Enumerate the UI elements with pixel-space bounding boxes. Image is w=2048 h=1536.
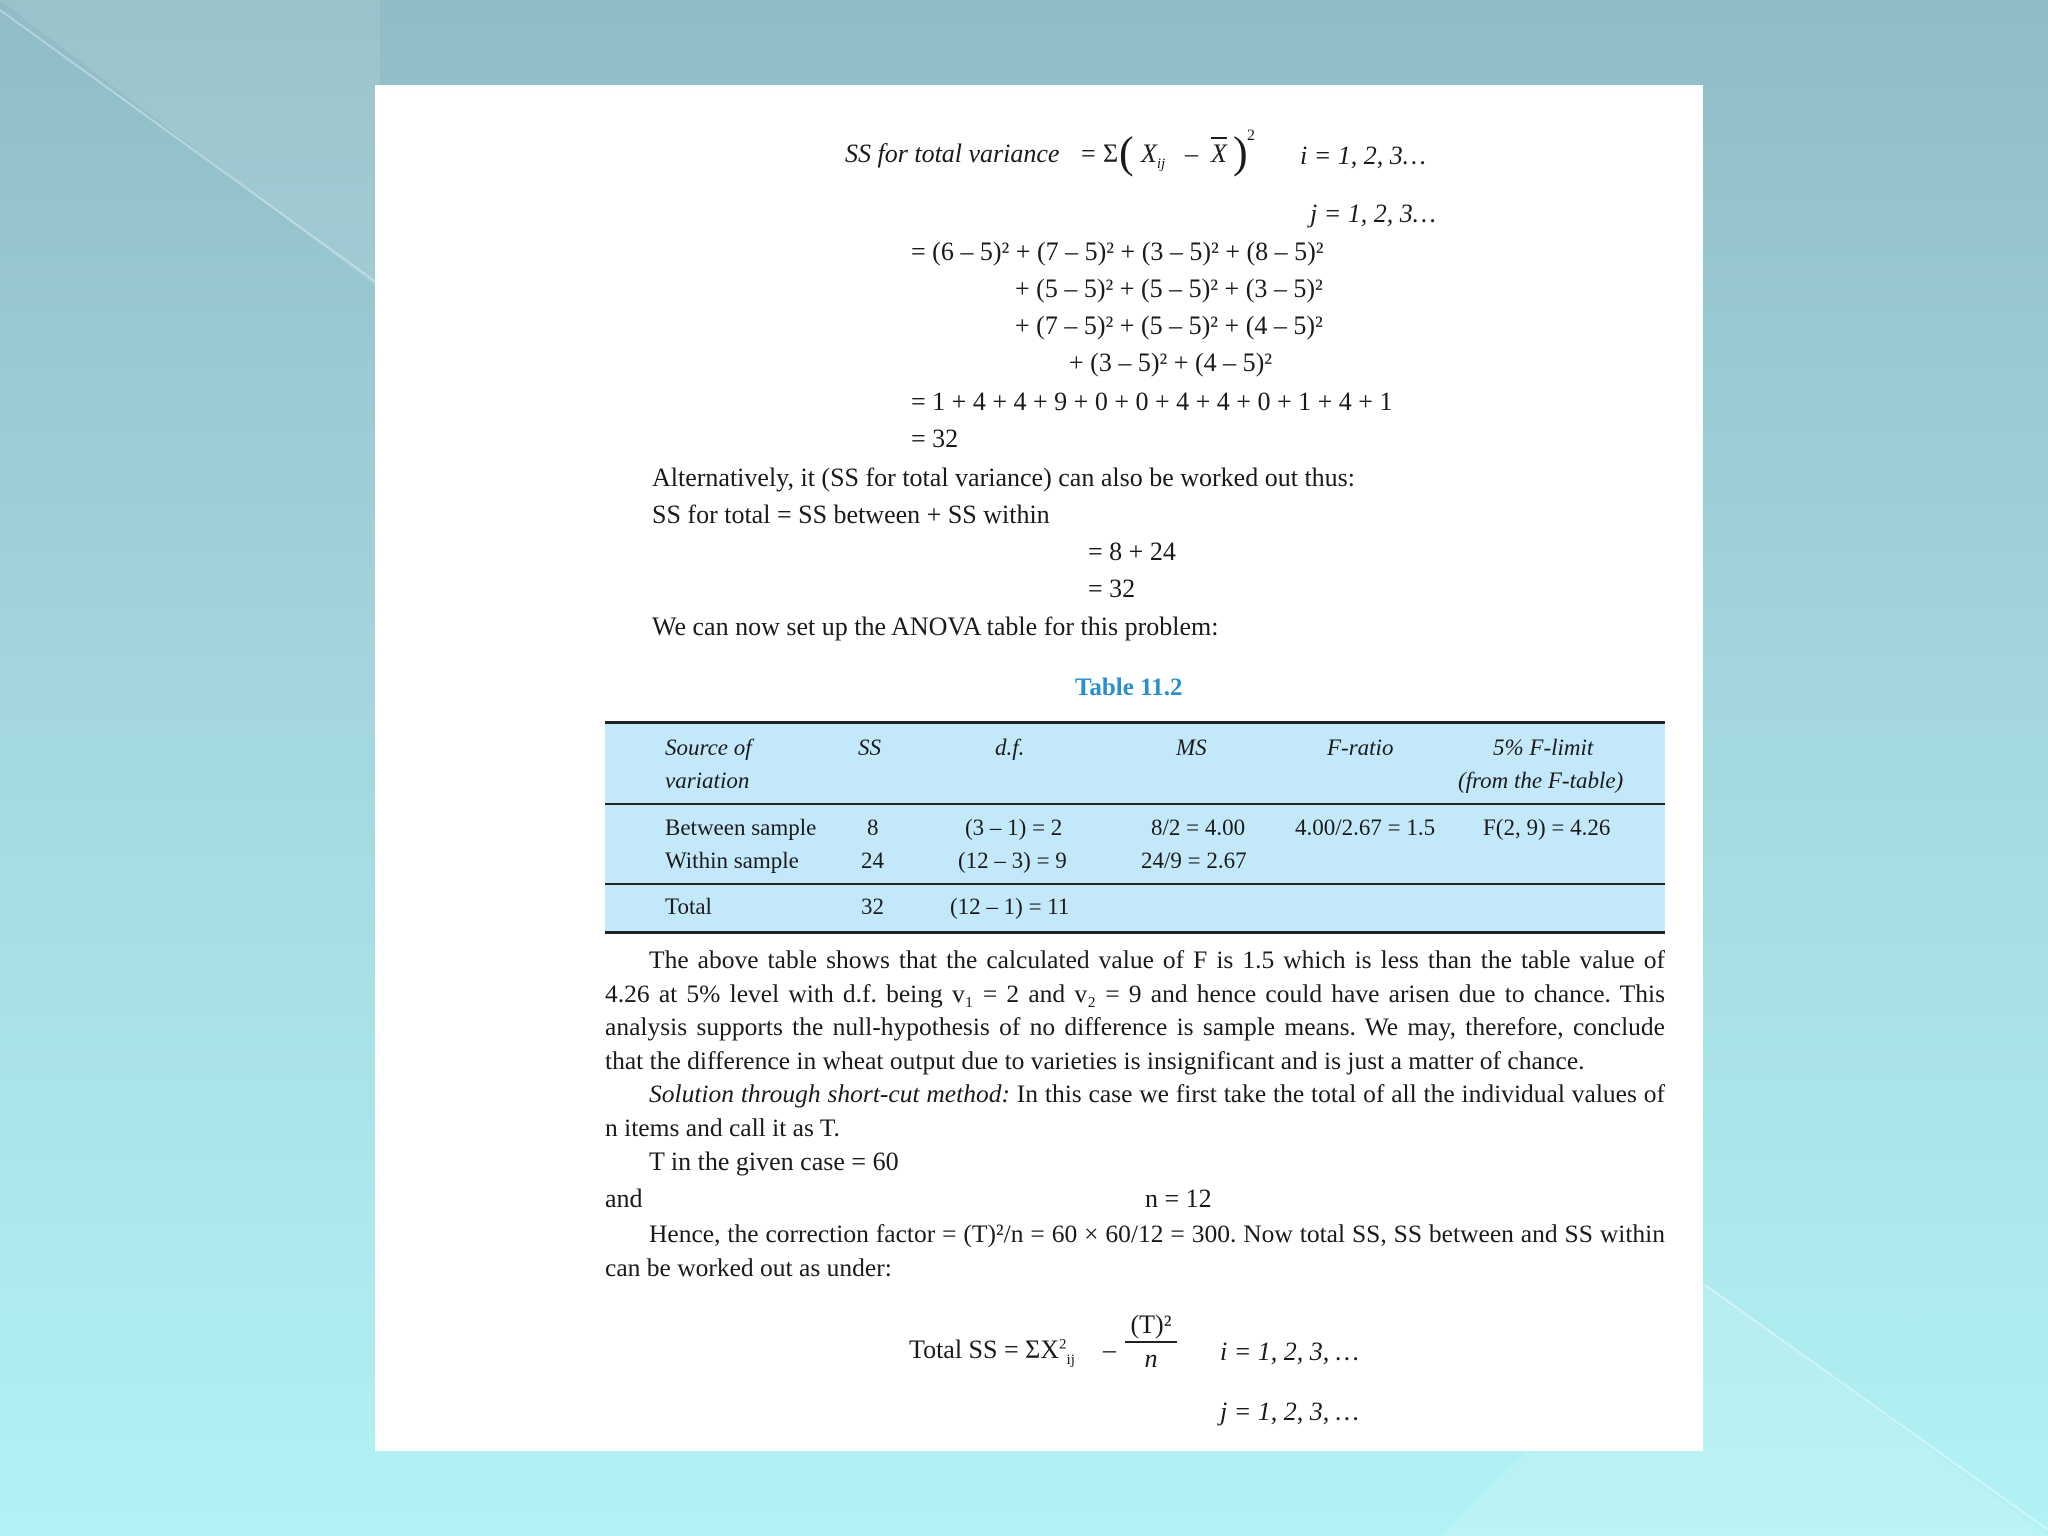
row-total-ss: 32 (861, 894, 884, 919)
alt-line-2: SS for total = SS between + SS within (652, 500, 1050, 529)
row-between-ms: 8/2 = 4.00 (1151, 815, 1246, 840)
eq1-close-paren: ) (1233, 128, 1248, 177)
row-between-source: Between sample (665, 815, 817, 840)
eq2-minus: – (1103, 1335, 1116, 1364)
eq1-equals: = (1081, 139, 1096, 168)
expansion-line-1: = (6 – 5)² + (7 – 5)² + (3 – 5)² + (8 – 5)² (911, 237, 1324, 266)
eq1-j-range: j = 1, 2, 3… (1310, 199, 1436, 228)
alt-line-5: We can now set up the ANOVA table for this problem: (652, 612, 1219, 641)
eq2-i-range: i = 1, 2, 3, … (1220, 1337, 1359, 1366)
document-page (375, 85, 1703, 1451)
expansion-line-2: + (5 – 5)² + (5 – 5)² + (3 – 5)² (1015, 274, 1323, 303)
eq2-fraction (1125, 1309, 1177, 1375)
header-flimit-1: 5% F-limit (1493, 735, 1594, 760)
row-between-fratio: 4.00/2.67 = 1.5 (1295, 815, 1436, 840)
table-caption: Table 11.2 (1075, 674, 1183, 701)
row-between-flimit: F(2, 9) = 4.26 (1483, 815, 1611, 840)
table-header-rule (605, 803, 1665, 805)
header-fratio: F-ratio (1327, 735, 1394, 760)
row-total-df: (12 – 1) = 11 (950, 894, 1070, 919)
eq1-term: $X_{ij}$ (1141, 139, 1166, 173)
expansion-line-4: + (3 – 5)² + (4 – 5)² (1069, 348, 1273, 377)
alt-line-1: Alternatively, it (SS for total variance) can also be worked out thus: (652, 463, 1356, 492)
eq2-numerator: (T)² (1130, 1310, 1172, 1339)
row-between-df: (3 – 1) = 2 (965, 815, 1063, 840)
and-word: and (605, 1184, 643, 1213)
paragraph-conclusion: The above table shows that the calculated value of F is 1.5 which is less than the table value of 4.26 at 5% level with d.f. being v₁ = 2 and v₂ = 9 and hence could have arisen due to chance. This analysis supports the null-hypothesis of no difference is sample means. We may, therefore, conclude that the difference in wheat output due to varieties is insignificant and is just a matter of chance. (605, 945, 1665, 1075)
header-ss: SS (858, 735, 881, 760)
eq1-lhs: SS for total variance (845, 139, 1060, 168)
eq1-minus: – (1185, 139, 1198, 168)
eq1-xbar: $\overline{X}$ (1211, 139, 1227, 168)
eq1-sigma: Σ (1103, 139, 1119, 168)
row-within-df: (12 – 3) = 9 (958, 848, 1067, 873)
header-ms: MS (1176, 735, 1207, 760)
paragraph-correction: Hence, the correction factor = (T)²/n = 60 × 60/12 = 300. Now total SS, SS between and SS within can be worked out as under: (605, 1219, 1665, 1282)
eq2-denominator: n (1144, 1344, 1158, 1373)
eq2-sup: 2 (1059, 1336, 1067, 1353)
t-line: T in the given case = 60 (649, 1147, 899, 1176)
eq2-j-range: j = 1, 2, 3, … (1220, 1397, 1359, 1426)
row-within-ss: 24 (861, 848, 884, 873)
eq2-lhs: Total SS = $\Sigma X^2_{ij}$ (909, 1335, 1075, 1369)
header-source-1: Source of (665, 735, 752, 760)
header-flimit-2: (from the F-table) (1458, 768, 1624, 793)
row-within-ms: 24/9 = 2.67 (1141, 848, 1247, 873)
n-line: n = 12 (1145, 1184, 1212, 1213)
expansion-line-3: + (7 – 5)² + (5 – 5)² + (4 – 5)² (1015, 311, 1323, 340)
eq1-i-range: i = 1, 2, 3… (1300, 141, 1426, 170)
paragraph-shortcut (605, 1077, 1665, 1144)
header-source-2: variation (665, 768, 750, 793)
eq1-power: 2 (1247, 127, 1255, 144)
table-total-rule (605, 883, 1665, 885)
row-within-source: Within sample (665, 848, 799, 873)
eq1-open-paren: ( (1119, 128, 1134, 177)
header-df: d.f. (995, 735, 1025, 760)
expansion-line-5: = 1 + 4 + 4 + 9 + 0 + 0 + 4 + 4 + 0 + 1 + 4 + 1 (911, 387, 1393, 416)
eq2-sub: ij (1066, 1352, 1075, 1369)
expansion-line-6: = 32 (911, 424, 959, 453)
anova-table (605, 721, 1665, 934)
shortcut-rest: In this case we first take the total of all the individual values of n items and call it as T. (605, 1079, 1665, 1142)
shortcut-lead: Solution through short-cut method: (649, 1079, 1010, 1108)
row-total-source: Total (665, 894, 712, 919)
alt-line-3: = 8 + 24 (1088, 537, 1176, 566)
alt-line-4: = 32 (1088, 574, 1136, 603)
row-between-ss: 8 (867, 815, 879, 840)
